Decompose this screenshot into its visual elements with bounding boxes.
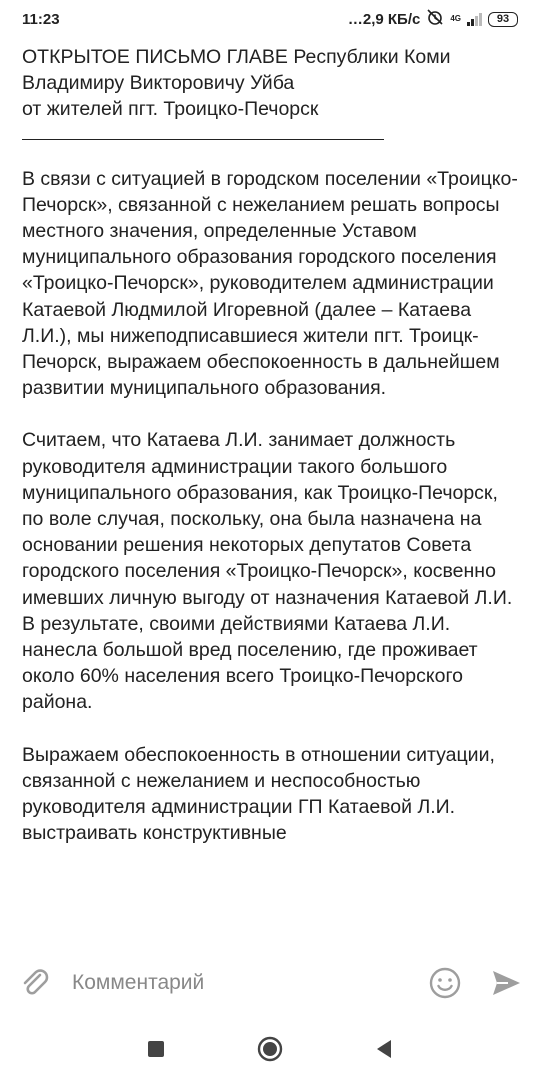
paperclip-icon[interactable] [18, 966, 52, 1000]
letter-paragraph: Считаем, что Катаева Л.И. занимает должность руководителя администрации такого большого муниципального образования, как Троицко-Печорск, по воле случая, поскольку, она была назначена на основании решения некоторых депутатов Совета городского поселения «Троицко-Печорск», косвенно имевших личную выгоду от назначения Катаевой Л.И. [22, 429, 513, 609]
comment-bar [0, 952, 540, 1014]
letter-header-line: от жителей пгт. Троицко-Печорск [22, 98, 319, 121]
recent-apps-button[interactable] [147, 1040, 165, 1058]
battery-icon: 93 [488, 12, 518, 27]
signal-icon [467, 13, 482, 26]
letter-header [22, 44, 522, 140]
letter-header-line: ОТКРЫТОЕ ПИСЬМО ГЛАВЕ Республики Коми [22, 46, 451, 68]
letter-paragraph: Выражаем обеспокоенность в отношении ситуации, связанной с нежеланием и неспособностью руководителя администрации ГП Катаевой Л.И. выстраивать конструктивные [22, 743, 495, 845]
back-button[interactable] [375, 1039, 393, 1059]
home-button[interactable] [257, 1036, 283, 1062]
send-arrow-icon[interactable] [490, 967, 522, 999]
letter-paragraph: В результате, своими действиями Катаева Л.И. нанесла большой вред поселению, где проживает около 60% населения всего Троицко-Печорского района. [22, 612, 478, 714]
network-type: 4G [450, 14, 461, 23]
smiley-icon[interactable] [428, 966, 462, 1000]
letter-header-line: Владимиру Викторовичу Уйба [22, 72, 295, 95]
comment-input[interactable]: Комментарий [72, 971, 205, 994]
letter-content [22, 44, 522, 846]
navigation-bar [0, 1018, 540, 1080]
status-icons [348, 8, 518, 30]
letter-paragraph: В связи с ситуацией в городском поселении «Троицко-Печорск», связанной с нежеланием решать вопросы местного значения, определенные Уставом муниципального образования городского поселения «Троицко-Печорск», руководителем администрации Катаевой Людмилой Игоревной (далее – Катаева Л.И.), мы нижеподписавшиеся жители пгт. Троицк-Печорск, выражаем обеспокоенность в дальнейшем развитии муниципального образования. [22, 167, 518, 400]
status-bar [0, 0, 540, 38]
header-divider [22, 139, 384, 140]
status-time: 11:23 [22, 10, 60, 28]
network-speed: …2,9 КБ/с [347, 10, 421, 28]
alarm-off-icon [426, 8, 444, 30]
